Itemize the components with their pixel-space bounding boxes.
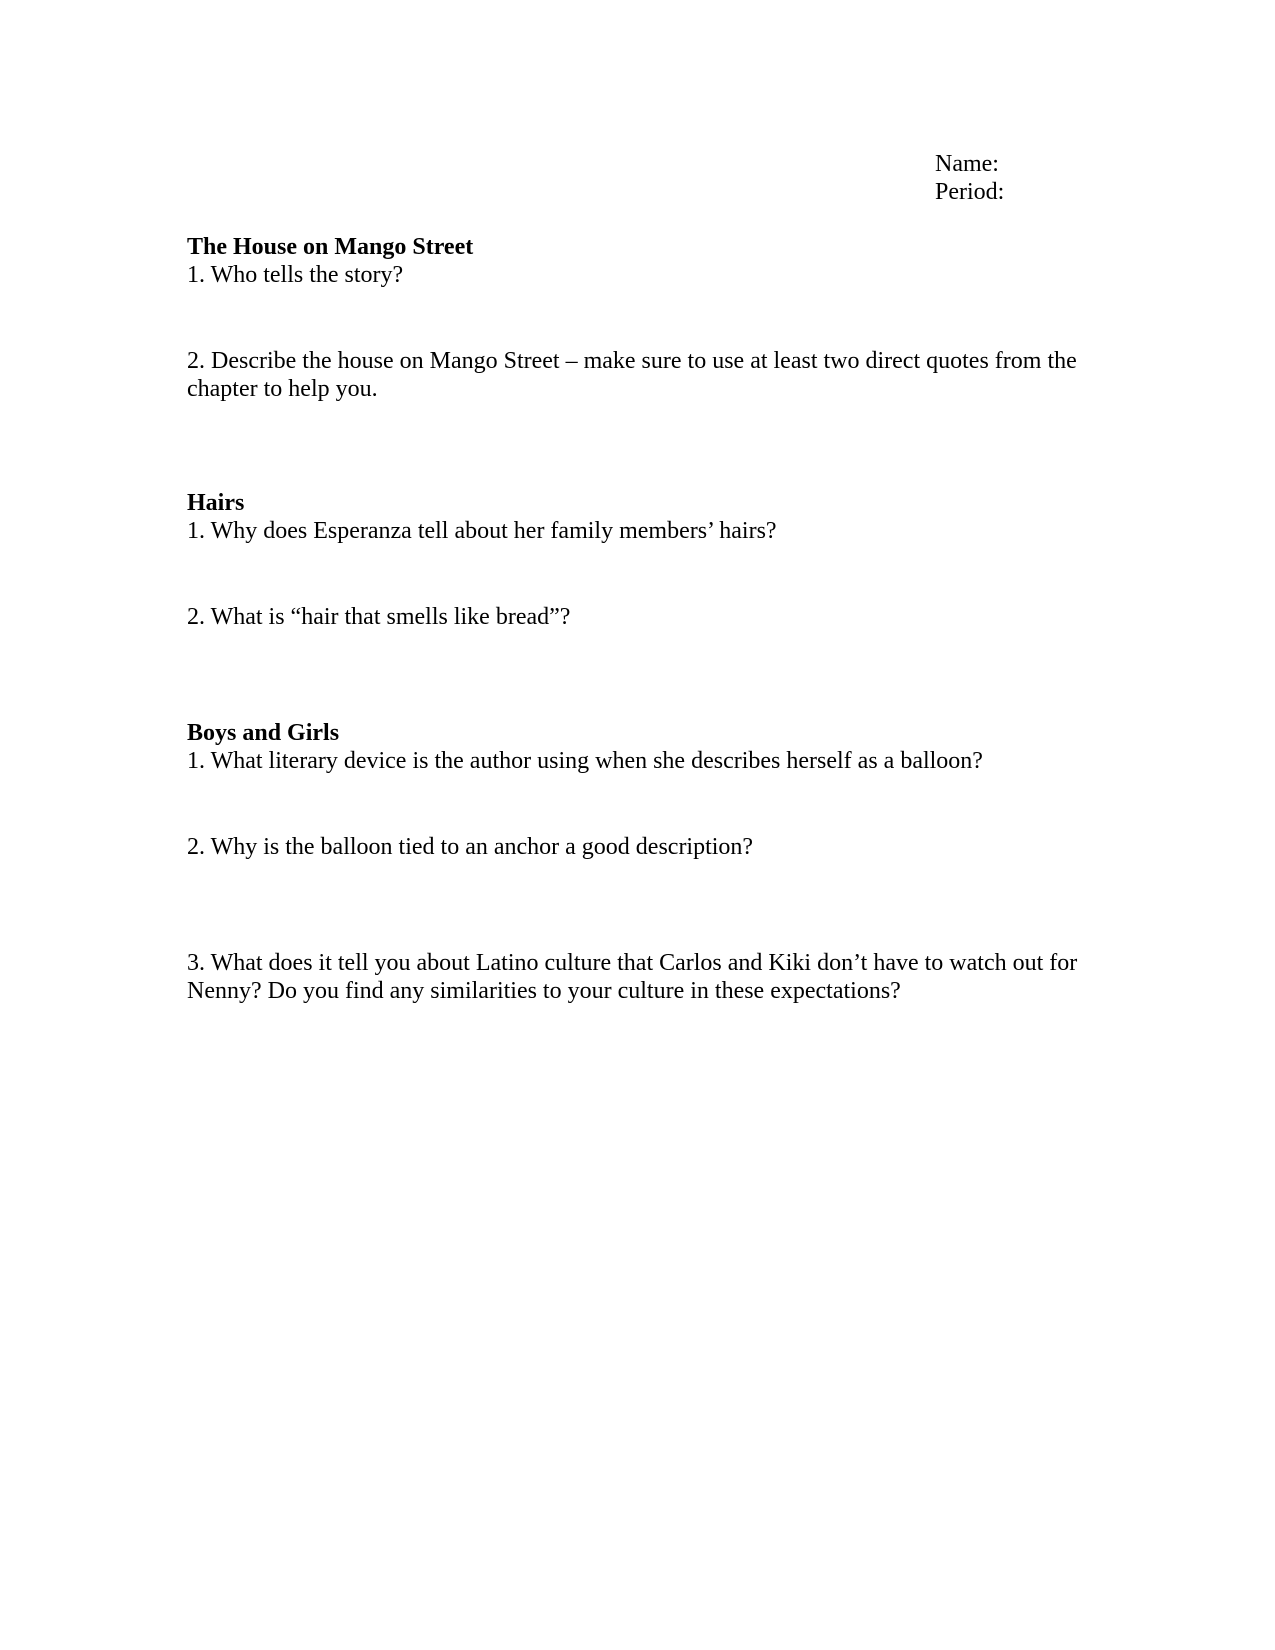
section-hairs [187, 489, 1087, 631]
question-item: 2. Describe the house on Mango Street – make sure to use at least two direct quotes from the chapter to help you. [187, 348, 1077, 402]
question-item: 2. What is “hair that smells like bread”? [187, 604, 571, 630]
section-boys-and-girls [187, 719, 1087, 1005]
section-house-on-mango-street [187, 233, 1087, 403]
period-label: Period: [935, 179, 1005, 205]
section-title: Boys and Girls [187, 720, 340, 746]
question-item: 3. What does it tell you about Latino culture that Carlos and Kiki don’t have to watch out for Nenny? Do you find any similarities to your culture in these expectations? [187, 950, 1078, 1004]
worksheet-body [187, 233, 1087, 1005]
question-item: 1. Why does Esperanza tell about her family members’ hairs? [187, 518, 777, 544]
name-label: Name: [935, 151, 999, 177]
student-info-header [935, 150, 1004, 206]
section-title: The House on Mango Street [187, 234, 474, 260]
section-title: Hairs [187, 490, 245, 516]
question-item: 1. What literary device is the author using when she describes herself as a balloon? [187, 748, 983, 774]
question-item: 2. Why is the balloon tied to an anchor a good description? [187, 834, 754, 860]
question-item: 1. Who tells the story? [187, 262, 404, 288]
